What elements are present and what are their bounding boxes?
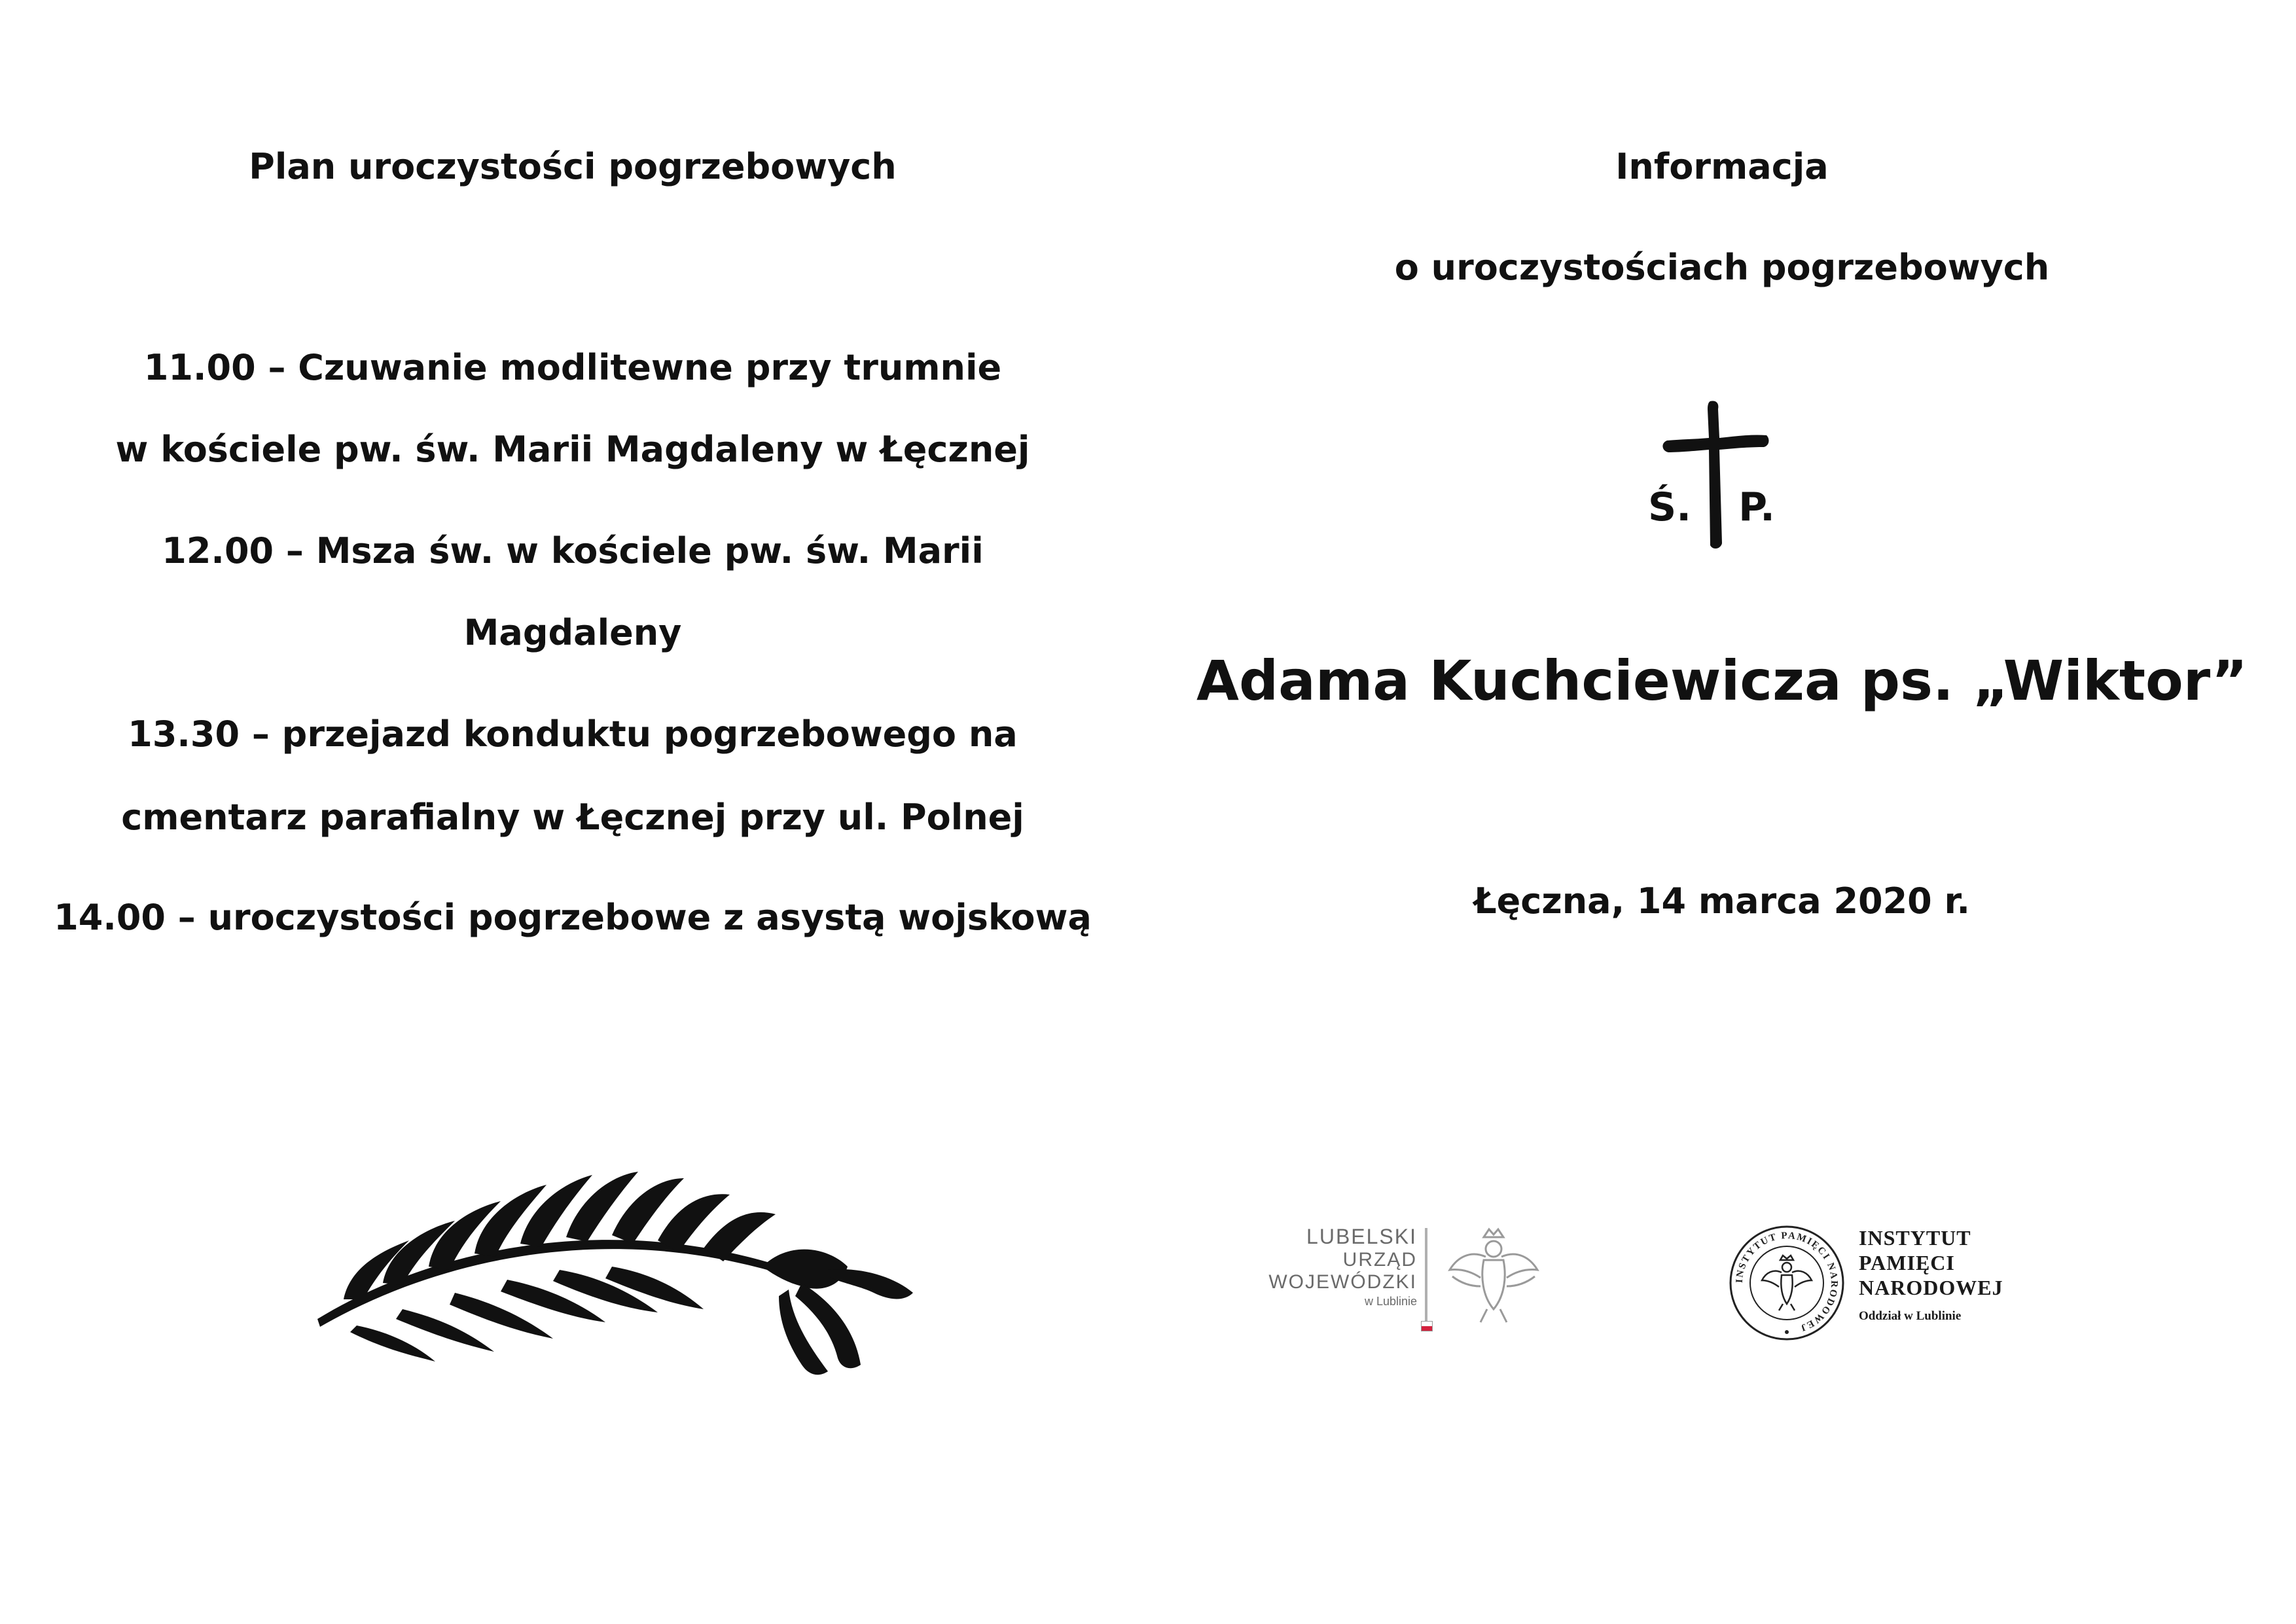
polish-flag-icon xyxy=(1421,1321,1433,1331)
polish-eagle-icon xyxy=(1444,1224,1543,1329)
schedule-line-5: 13.30 – przejazd konduktu pogrzebowego na xyxy=(128,713,1018,755)
luw-line-3: WOJEWÓDZKI xyxy=(1268,1271,1417,1293)
luw-text xyxy=(1268,1224,1417,1309)
schedule-line-6: cmentarz parafialny w Łęcznej przy ul. Polnej xyxy=(121,797,1024,838)
schedule-line-2: w kościele pw. św. Marii Magdaleny w Łęcznej xyxy=(115,429,1030,470)
ipn-line-3: NARODOWEJ xyxy=(1859,1276,2003,1299)
schedule-line-4: Magdaleny xyxy=(463,612,682,653)
ipn-seal-icon xyxy=(1728,1224,1846,1342)
palm-branch-with-ribbon-icon xyxy=(304,1136,926,1398)
info-title: Informacja xyxy=(1615,146,1829,187)
ipn-line-4: Oddział w Lublinie xyxy=(1859,1309,1962,1323)
luw-logo xyxy=(1268,1224,1568,1342)
cross-left-letters: Ś. xyxy=(1647,484,1692,530)
schedule-line-7: 14.00 – uroczystości pogrzebowe z asystą wojskową xyxy=(54,897,1092,938)
ipn-seal-text: INSTYTUT PAMIĘCI NARODOWEJ xyxy=(1734,1230,1840,1333)
schedule-line-1: 11.00 – Czuwanie modlitewne przy trumnie xyxy=(143,347,1002,388)
cross-mark xyxy=(1642,396,1786,553)
place-date: Łęczna, 14 marca 2020 r. xyxy=(1473,880,1970,922)
ipn-logo xyxy=(1728,1224,2055,1362)
ipn-line-2: PAMIĘCI xyxy=(1859,1251,1955,1274)
cross-right-letters: P. xyxy=(1738,484,1775,530)
plan-title: Plan uroczystości pogrzebowych xyxy=(249,146,897,187)
ipn-line-1: INSTYTUT xyxy=(1859,1226,1971,1250)
schedule-line-3: 12.00 – Msza św. w kościele pw. św. Marii xyxy=(162,530,984,571)
luw-line-4: w Lublinie xyxy=(1364,1295,1417,1308)
luw-line-2: URZĄD xyxy=(1342,1249,1417,1271)
right-panel xyxy=(1148,0,2296,1624)
info-subtitle: o uroczystościach pogrzebowych xyxy=(1394,247,2050,288)
ipn-text xyxy=(1859,1225,2003,1325)
luw-divider xyxy=(1425,1228,1427,1326)
deceased-name: Adama Kuchciewicza ps. „Wiktor” xyxy=(1196,649,2248,713)
luw-line-1: LUBELSKI xyxy=(1306,1225,1417,1248)
